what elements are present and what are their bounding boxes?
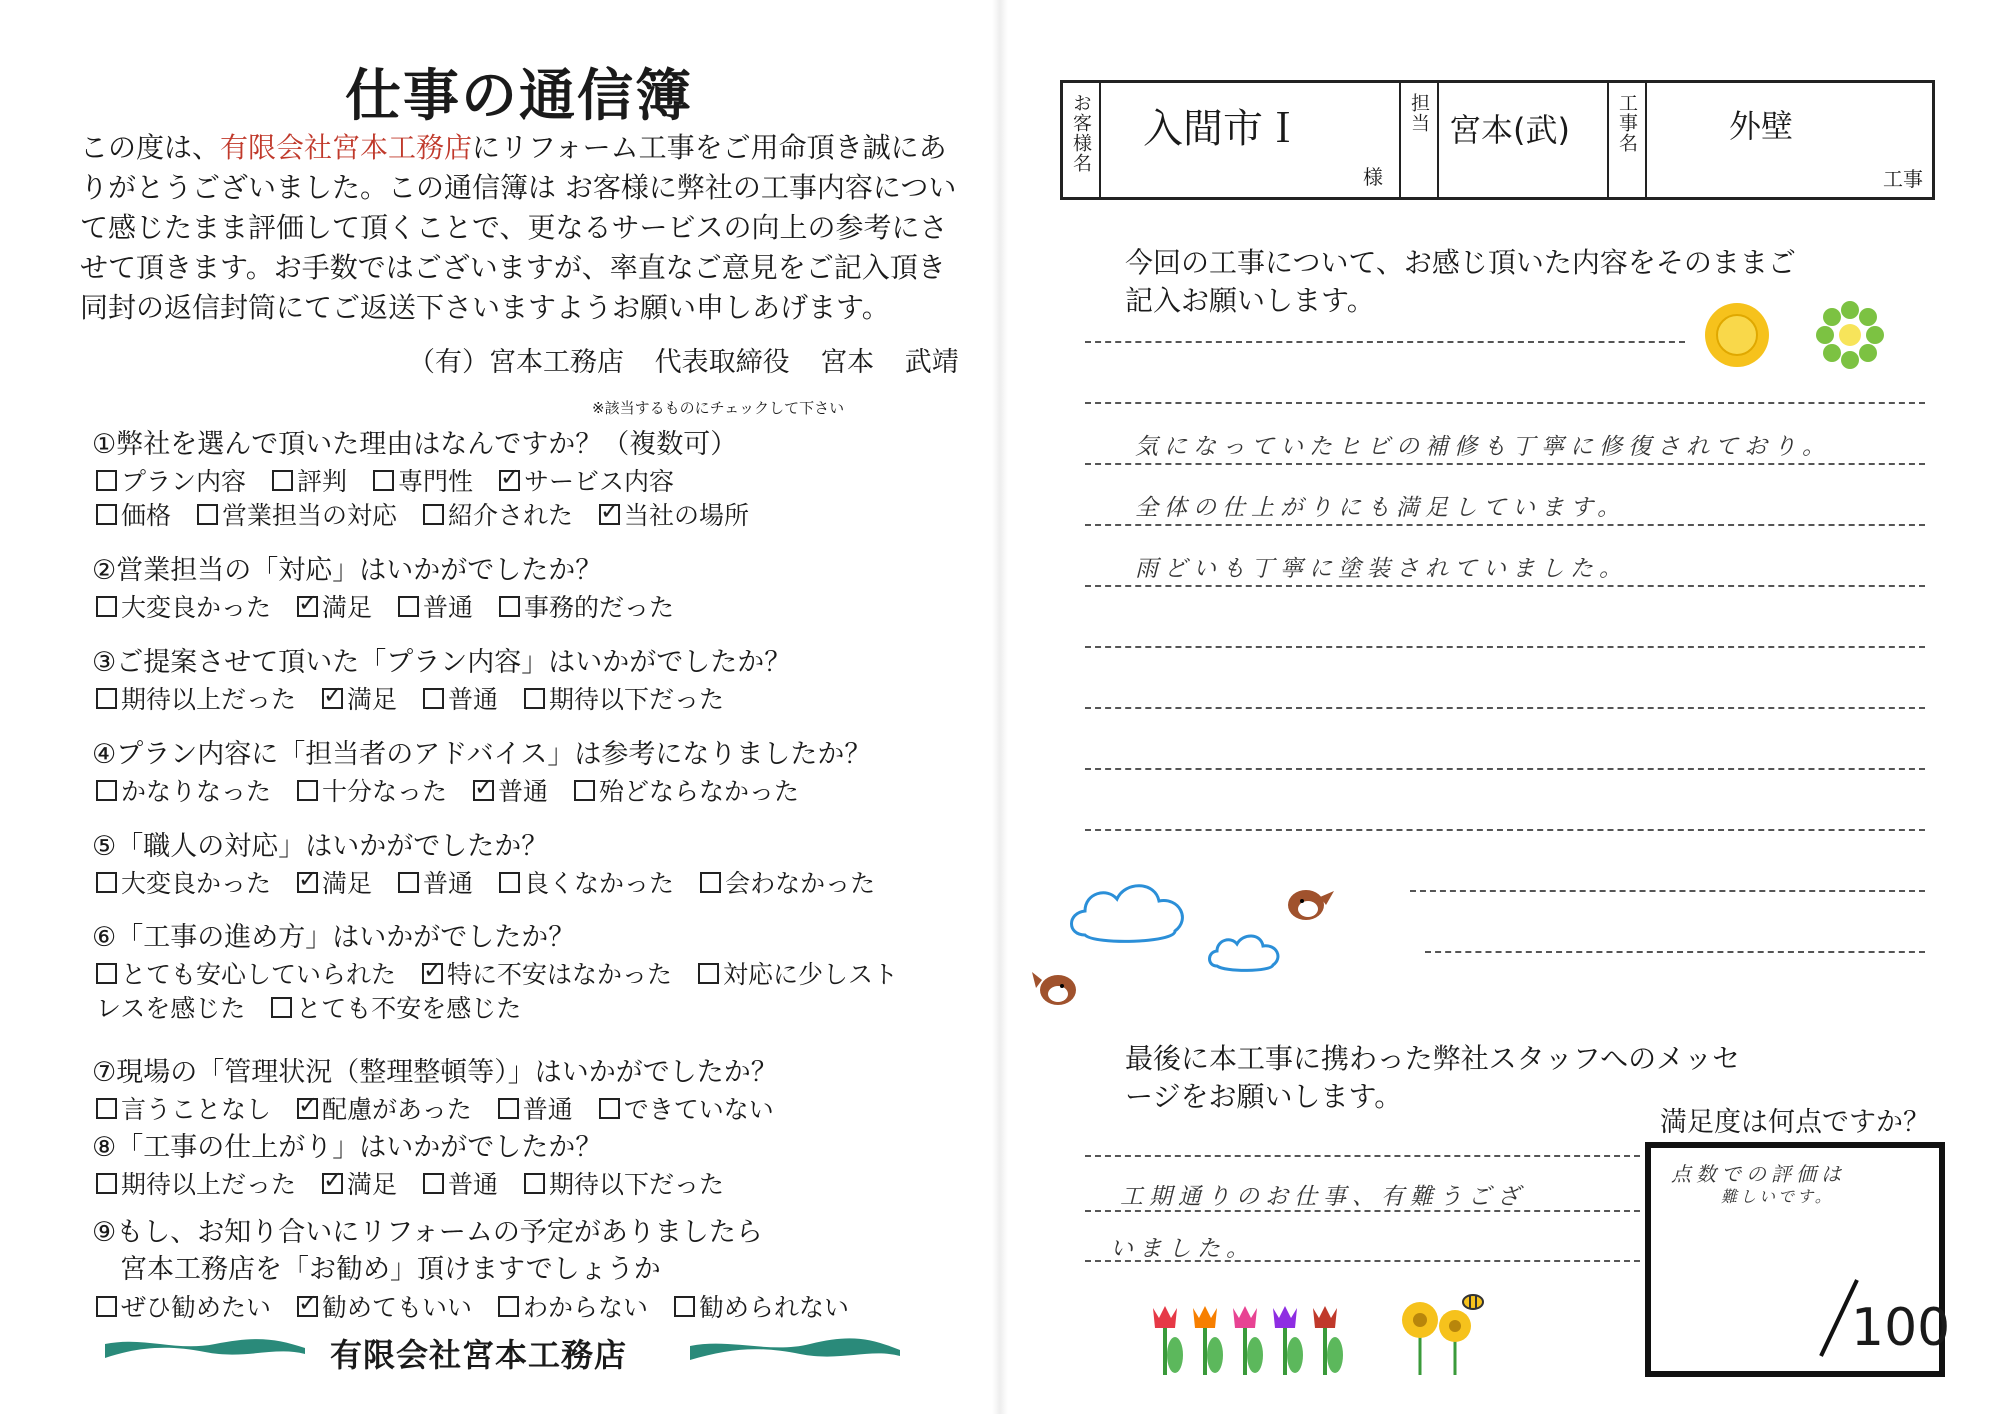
option-item[interactable] <box>322 1165 397 1201</box>
options-row <box>96 1090 800 1126</box>
checkbox[interactable] <box>398 596 419 617</box>
option-label: 普通 <box>448 685 499 714</box>
option-label: 紹介された <box>448 501 574 530</box>
checkbox[interactable] <box>96 1296 117 1317</box>
option-label: 期待以上だった <box>121 685 297 714</box>
option-label: 勧められない <box>699 1293 850 1322</box>
option-label: できていない <box>623 1095 774 1124</box>
intro-text <box>80 128 960 328</box>
option-item[interactable] <box>574 772 799 808</box>
page-title: 仕事の通信簿 <box>345 64 693 129</box>
comment-line <box>1085 402 1925 404</box>
intro-after: にリフォーム工事をご用命頂き誠にありがとうございました。この通信簿は お客様に弊社の工事内容について感じたまま評価して頂くことで、更なるサービスの向上の参考にさせて頂きます。お手数ではございますが、率直なご意見をご記入頂き 同封の返信封筒にてご返送下さいますようお願い申しあげます。 <box>80 131 957 324</box>
option-item[interactable] <box>96 462 246 498</box>
signature <box>408 340 981 379</box>
checkbox[interactable] <box>96 504 117 525</box>
option-item[interactable] <box>498 1288 648 1324</box>
option-item[interactable] <box>297 772 447 808</box>
option-label: わからない <box>523 1293 649 1322</box>
option-item[interactable] <box>96 588 271 624</box>
option-label: とても安心していられた <box>121 960 397 989</box>
option-item[interactable] <box>499 864 674 900</box>
option-item[interactable] <box>499 462 674 498</box>
checkbox[interactable] <box>599 1098 620 1119</box>
question-7: ⑦現場の「管理状況（整理整頓等）」はいかがでしたか？ <box>92 1057 778 1088</box>
option-item[interactable] <box>96 680 296 716</box>
question-9-line2: 宮本工務店を「お勧め」頂けますでしょうか <box>120 1254 661 1285</box>
option-label: 満足 <box>347 685 398 714</box>
checkbox[interactable] <box>271 997 292 1018</box>
staff-name: 宮本(武) <box>1449 111 1570 149</box>
option-label: 満足 <box>347 1170 398 1199</box>
comment-line <box>1085 524 1925 526</box>
checked-checkbox[interactable] <box>499 470 520 491</box>
option-item[interactable] <box>96 1165 296 1201</box>
signature-given: 武靖 <box>904 347 959 378</box>
option-item[interactable] <box>96 989 245 1025</box>
option-label: 勧めてもいい <box>322 1293 473 1322</box>
option-item[interactable] <box>498 1090 573 1126</box>
cloud-icon <box>1065 875 1195 950</box>
comment-handwriting-1: 気になっていたヒビの補修も丁寧に修復されており。 <box>1135 434 1831 460</box>
comment-line <box>1085 646 1925 648</box>
signature-company: （有）宮本工務店 <box>408 347 624 378</box>
option-item[interactable] <box>599 496 749 532</box>
staff-cell <box>1439 83 1609 197</box>
comment-line <box>1425 951 1925 953</box>
sunflower-icon <box>1702 300 1772 370</box>
intro-before: この度は、 <box>80 131 221 164</box>
staff-label: 担当 <box>1408 93 1430 133</box>
option-label: 大変良かった <box>121 593 272 622</box>
checkbox[interactable] <box>272 470 293 491</box>
customer-cell <box>1101 83 1401 197</box>
option-label: 満足 <box>322 869 373 898</box>
option-label: 普通 <box>423 869 474 898</box>
option-item[interactable] <box>96 772 271 808</box>
options-row <box>96 496 775 532</box>
footer-company: 有限会社宮本工務店 <box>330 1336 628 1374</box>
checked-checkbox[interactable] <box>297 1098 318 1119</box>
option-label: 価格 <box>121 501 172 530</box>
option-item[interactable] <box>272 462 347 498</box>
tulips-icon <box>1145 1300 1365 1375</box>
option-item[interactable] <box>297 1090 472 1126</box>
checkbox[interactable] <box>499 872 520 893</box>
checkbox[interactable] <box>524 688 545 709</box>
question-5: ⑤「職人の対応」はいかがでしたか？ <box>92 831 549 862</box>
question-4: ④プラン内容に「担当者のアドバイス」は参考になりましたか？ <box>92 739 872 770</box>
comment-handwriting-3: 雨どいも丁寧に塗装されていました。 <box>1135 556 1628 582</box>
options-row <box>96 462 700 498</box>
option-label: 評判 <box>297 467 348 496</box>
score-value: 100 <box>1851 1298 1951 1358</box>
option-label: かなりなった <box>121 777 272 806</box>
options-row <box>96 1165 750 1201</box>
question-6: ⑥「工事の進め方」はいかがでしたか？ <box>92 922 576 953</box>
option-item[interactable] <box>322 680 397 716</box>
option-item[interactable] <box>524 680 724 716</box>
checkbox[interactable] <box>96 963 117 984</box>
option-item[interactable] <box>423 1165 498 1201</box>
option-item[interactable] <box>96 496 171 532</box>
message-handwriting-2: いました。 <box>1110 1236 1255 1262</box>
left-wave-decoration <box>105 1336 305 1362</box>
message-handwriting-1: 工期通りのお仕事、有難うござ <box>1120 1184 1526 1210</box>
bird-icon <box>1280 883 1335 925</box>
option-label: 良くなかった <box>524 869 675 898</box>
work-cell <box>1647 83 1932 197</box>
option-label: プラン内容 <box>121 467 247 496</box>
comment-line <box>1410 890 1925 892</box>
right-wave-decoration <box>690 1336 900 1362</box>
checked-checkbox[interactable] <box>473 780 494 801</box>
option-item[interactable] <box>473 772 548 808</box>
right-page <box>1015 0 2000 1414</box>
question-3: ③ご提案させて頂いた「プラン内容」はいかがでしたか？ <box>92 647 792 678</box>
checked-checkbox[interactable] <box>422 963 443 984</box>
signature-surname: 宮本 <box>820 347 875 378</box>
option-label: 普通 <box>522 1095 573 1124</box>
options-row <box>96 1288 875 1324</box>
option-item[interactable] <box>422 955 672 991</box>
option-item[interactable] <box>524 1165 724 1201</box>
question-2: ②営業担当の「対応」はいかがでしたか？ <box>92 555 603 586</box>
checkbox[interactable] <box>524 1173 545 1194</box>
options-row <box>96 588 700 624</box>
options-row <box>96 955 924 991</box>
checkbox[interactable] <box>498 1098 519 1119</box>
option-item[interactable] <box>373 462 473 498</box>
option-label: ぜひ勧めたい <box>121 1293 272 1322</box>
question-1: ①弊社を選んで頂いた理由はなんですか？（複数可） <box>92 429 738 460</box>
option-label: 殆どならなかった <box>599 777 800 806</box>
checkbox[interactable] <box>96 872 117 893</box>
option-label: 十分なった <box>322 777 448 806</box>
checkbox[interactable] <box>700 872 721 893</box>
checked-checkbox[interactable] <box>322 688 343 709</box>
option-label: 期待以上だった <box>121 1170 297 1199</box>
option-item[interactable] <box>271 989 521 1025</box>
checkbox[interactable] <box>498 1296 519 1317</box>
checked-checkbox[interactable] <box>297 872 318 893</box>
checkbox[interactable] <box>96 688 117 709</box>
option-label: 言うことなし <box>121 1095 272 1124</box>
option-item[interactable] <box>398 588 473 624</box>
comment-line <box>1085 585 1925 587</box>
checkbox[interactable] <box>96 470 117 491</box>
green-flower-icon <box>1815 300 1885 370</box>
option-label: レスを感じた <box>96 994 246 1023</box>
comment-line <box>1085 768 1925 770</box>
checkbox[interactable] <box>674 1296 695 1317</box>
comment-line <box>1085 463 1925 465</box>
checked-checkbox[interactable] <box>297 1296 318 1317</box>
customer-label-cell <box>1063 83 1101 197</box>
options-row <box>96 864 901 900</box>
checked-checkbox[interactable] <box>322 1173 343 1194</box>
left-page <box>0 0 985 1414</box>
checkbox[interactable] <box>574 780 595 801</box>
option-label: サービス内容 <box>524 467 675 496</box>
option-label: 普通 <box>448 1170 499 1199</box>
score-box <box>1645 1142 1951 1377</box>
options-row <box>96 989 547 1025</box>
score-question: 満足度は何点ですか？ <box>1660 1107 1930 1138</box>
option-label: 普通 <box>423 593 474 622</box>
intro-company: 有限会社宮本工務店 <box>220 131 473 164</box>
option-item[interactable] <box>96 955 396 991</box>
option-item[interactable] <box>700 864 875 900</box>
option-label: 専門性 <box>398 467 474 496</box>
option-item[interactable] <box>674 1288 849 1324</box>
option-label: 営業担当の対応 <box>222 501 398 530</box>
checkbox[interactable] <box>96 780 117 801</box>
checkbox[interactable] <box>373 470 394 491</box>
option-label: 期待以下だった <box>549 1170 725 1199</box>
comment-handwriting-2: 全体の仕上がりにも満足しています。 <box>1135 495 1627 521</box>
option-label: 大変良かった <box>121 869 272 898</box>
option-label: 配慮があった <box>322 1095 472 1124</box>
checkbox[interactable] <box>197 504 218 525</box>
score-note-1: 点数での評価は <box>1671 1162 1846 1186</box>
option-item[interactable] <box>96 864 271 900</box>
work-name: 外壁 <box>1729 107 1794 145</box>
comment-prompt: 今回の工事について、お感じ頂いた内容をそのままご記入お願いします。 <box>1125 246 1796 317</box>
option-item[interactable] <box>423 680 498 716</box>
option-label: 期待以下だった <box>549 685 725 714</box>
checked-checkbox[interactable] <box>599 504 620 525</box>
message-line <box>1085 1155 1640 1157</box>
option-label: 当社の場所 <box>624 501 750 530</box>
comment-line <box>1085 707 1925 709</box>
checkbox[interactable] <box>96 596 117 617</box>
staff-label-cell <box>1401 83 1439 197</box>
option-item[interactable] <box>398 864 473 900</box>
option-item[interactable] <box>297 1288 472 1324</box>
options-row <box>96 772 825 808</box>
checkbox[interactable] <box>423 1173 444 1194</box>
option-label: 普通 <box>498 777 549 806</box>
checkbox[interactable] <box>398 872 419 893</box>
checkbox[interactable] <box>698 963 719 984</box>
work-suffix: 工事 <box>1883 167 1923 191</box>
option-label: 事務的だった <box>524 593 675 622</box>
message-prompt: 最後に本工事に携わった弊社スタッフへのメッセージをお願いします。 <box>1125 1042 1741 1113</box>
work-label-cell <box>1609 83 1647 197</box>
question-9: ⑨もし、お知り合いにリフォームの予定がありましたら <box>92 1217 763 1248</box>
signature-role: 代表取締役 <box>654 347 790 378</box>
customer-suffix: 様 <box>1363 165 1383 189</box>
customer-label: お客様名 <box>1070 93 1092 173</box>
option-label: 会わなかった <box>725 869 876 898</box>
check-note: ※該当するものにチェックして下さい <box>592 399 845 417</box>
option-item[interactable] <box>197 496 397 532</box>
option-item[interactable] <box>96 1090 271 1126</box>
comment-line <box>1085 341 1685 343</box>
option-label: とても不安を感じた <box>296 994 522 1023</box>
page-fold <box>992 0 1008 1414</box>
options-row <box>96 680 750 716</box>
option-item[interactable] <box>599 1090 774 1126</box>
option-label: 特に不安はなかった <box>447 960 673 989</box>
option-item[interactable] <box>297 588 372 624</box>
question-8: ⑧「工事の仕上がり」はいかがでしたか？ <box>92 1132 603 1163</box>
daisy-bee-icon <box>1395 1290 1495 1375</box>
bird-icon <box>1030 968 1085 1010</box>
option-label: 満足 <box>322 593 373 622</box>
checked-checkbox[interactable] <box>297 596 318 617</box>
option-item[interactable] <box>698 955 898 991</box>
checkbox[interactable] <box>96 1173 117 1194</box>
option-label: 対応に少しスト <box>723 960 899 989</box>
checkbox[interactable] <box>297 780 318 801</box>
option-item[interactable] <box>96 1288 271 1324</box>
score-note-2: 難しいです。 <box>1721 1187 1834 1206</box>
header-table <box>1060 80 1935 200</box>
small-cloud-icon <box>1205 930 1285 975</box>
checkbox[interactable] <box>499 596 520 617</box>
customer-name: 入間市Ｉ <box>1143 106 1303 152</box>
option-item[interactable] <box>423 496 573 532</box>
checkbox[interactable] <box>96 1098 117 1119</box>
comment-line <box>1085 829 1925 831</box>
checkbox[interactable] <box>423 688 444 709</box>
option-item[interactable] <box>499 588 674 624</box>
checkbox[interactable] <box>423 504 444 525</box>
option-item[interactable] <box>297 864 372 900</box>
work-label: 工事名 <box>1616 93 1638 153</box>
